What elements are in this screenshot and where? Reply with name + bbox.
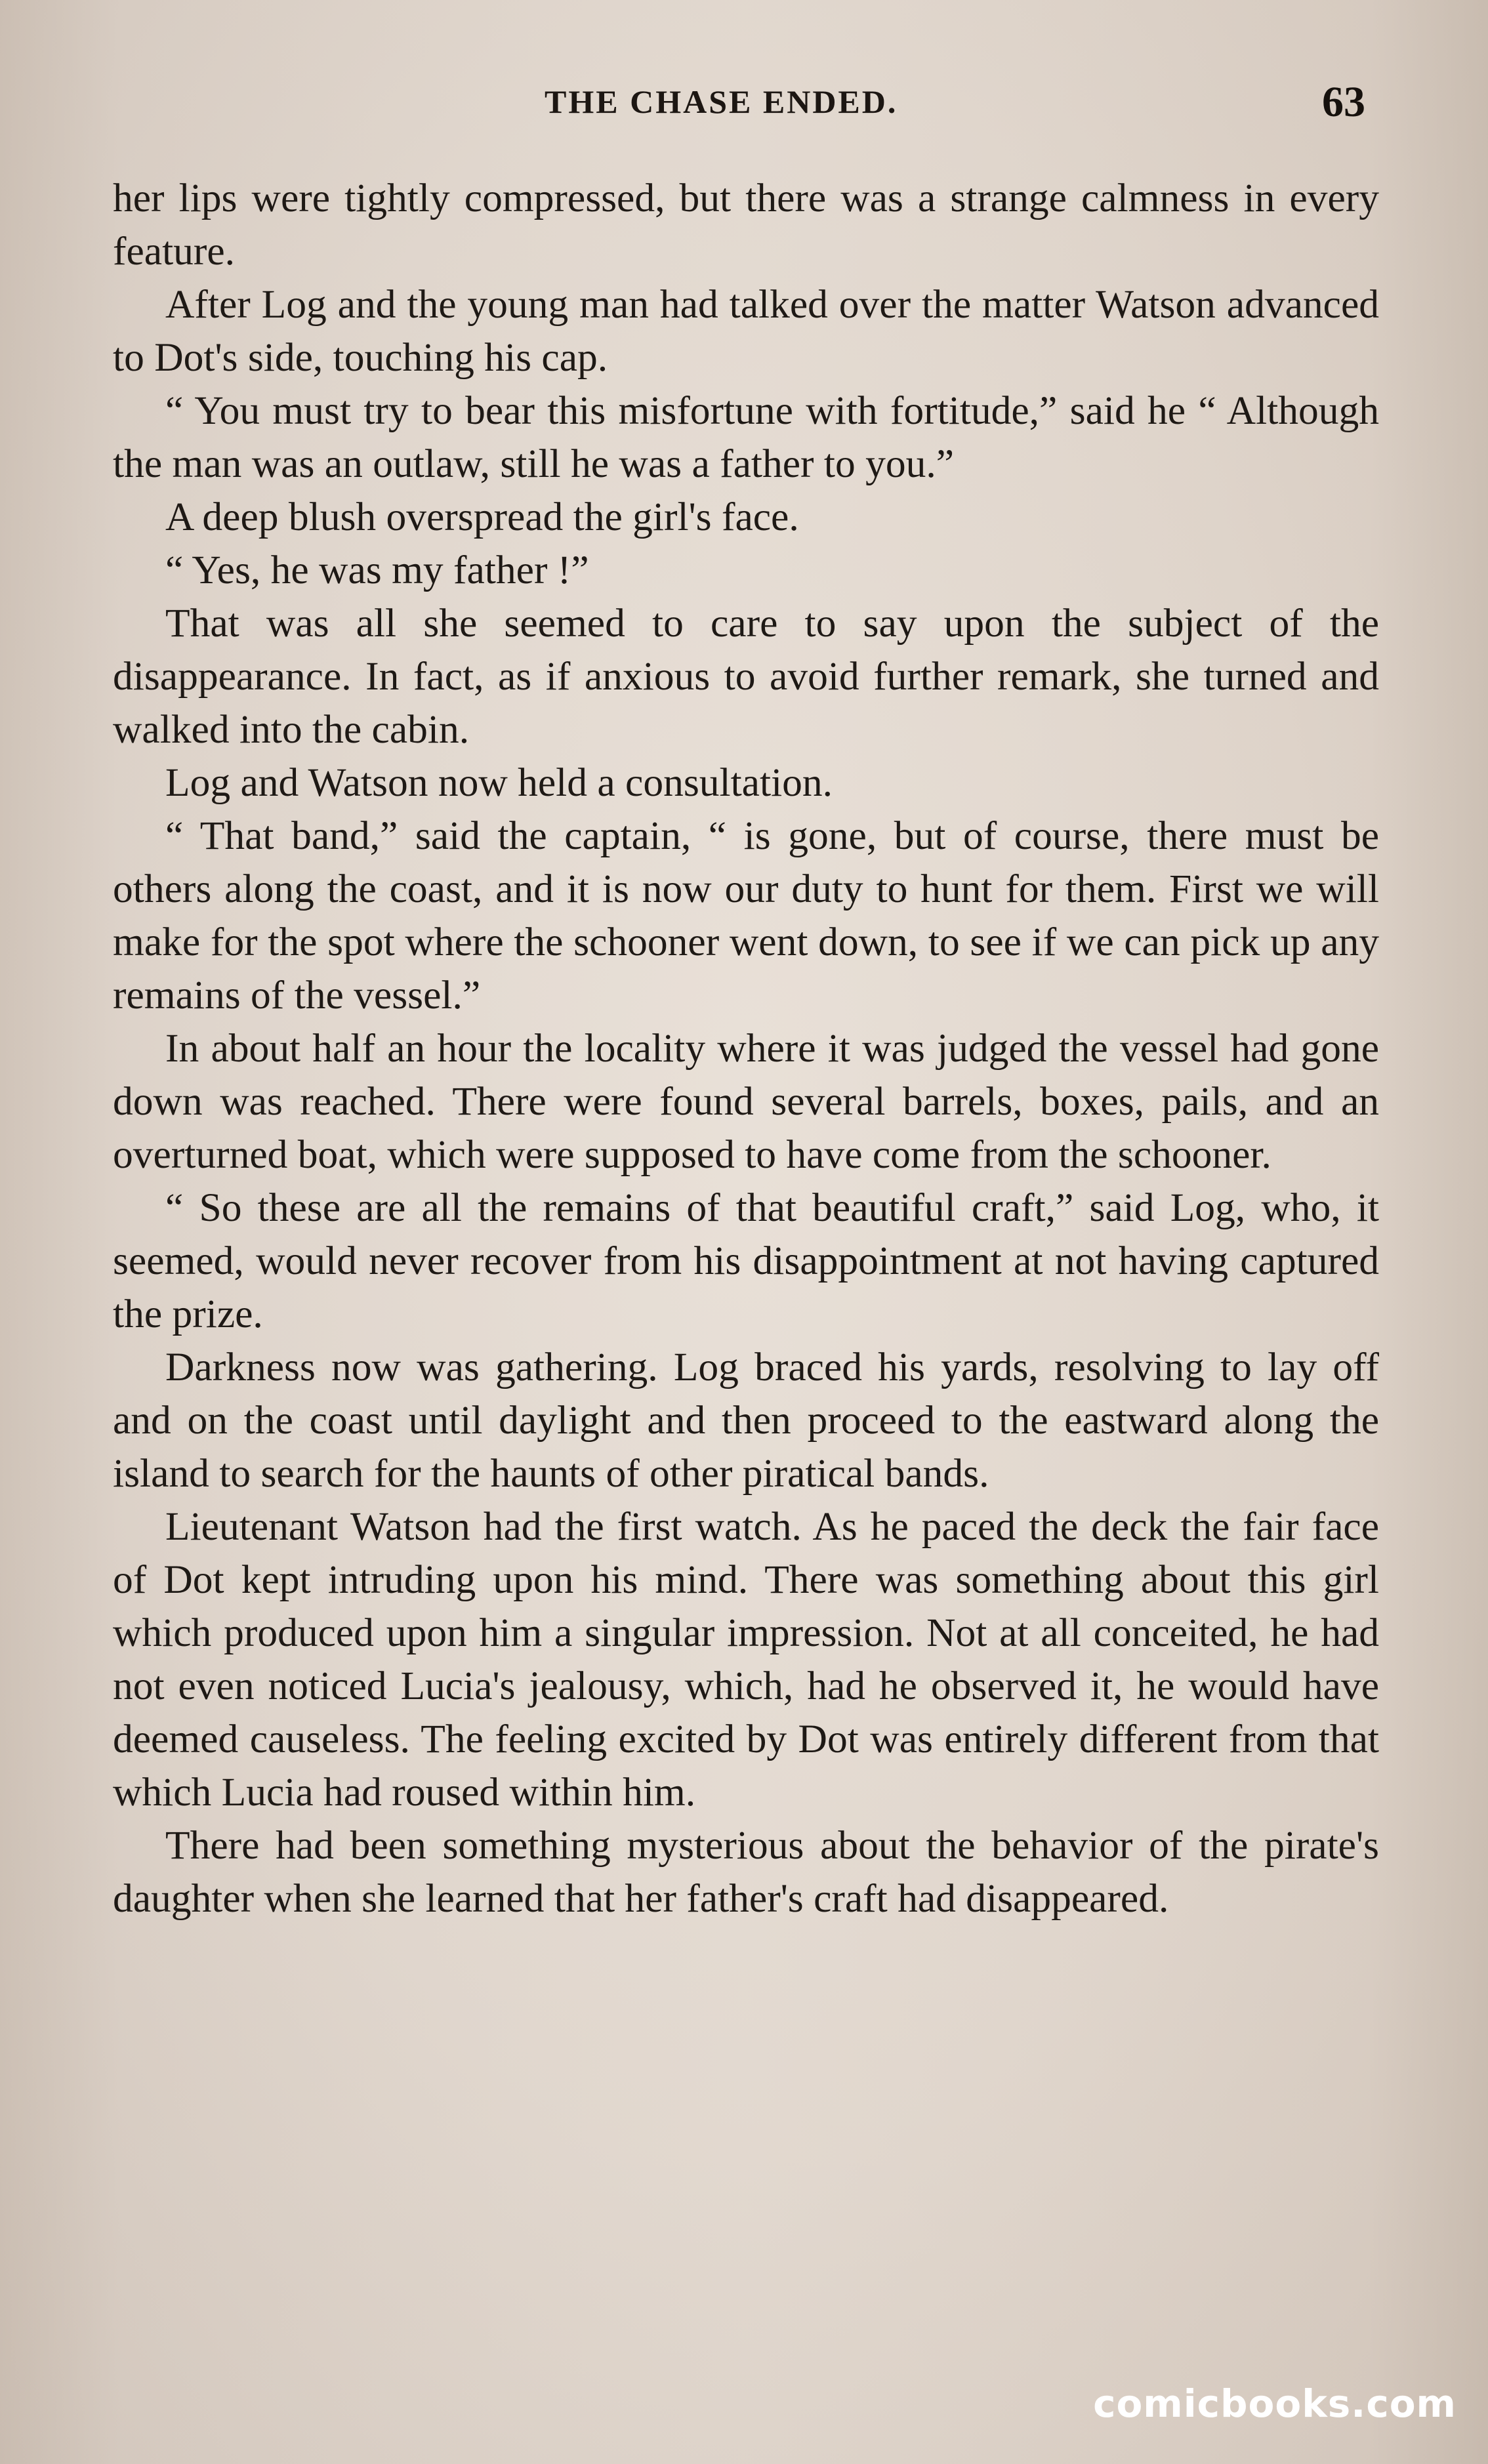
- paragraph: “ Yes, he was my father !”: [165, 548, 589, 592]
- watermark: comicbooks.com: [1093, 2381, 1457, 2426]
- paragraph: After Log and the young man had talked over the matter Watson advanced to Dot's side, touching his cap.: [113, 282, 1379, 380]
- paragraph: In about half an hour the locality where it was judged the vessel had gone down was reached. There were found several barrels, boxes, pails, and an overturned boat, which were supposed to have come from the schooner.: [113, 1026, 1379, 1177]
- paragraph: That was all she seemed to care to say upon the subject of the disappearance. In fact, as if anxious to avoid further remark, she turned and walked into the cabin.: [113, 601, 1379, 752]
- running-title: THE CHASE ENDED.: [545, 83, 898, 120]
- paragraph: her lips were tightly compressed, but there was a strange calmness in every feature.: [113, 176, 1379, 274]
- paragraph: A deep blush overspread the girl's face.: [165, 495, 799, 539]
- paragraph: Log and Watson now held a consultation.: [165, 760, 833, 805]
- running-head: [0, 77, 1488, 130]
- paragraph: Darkness now was gathering. Log braced his yards, resolving to lay off and on the coast until daylight and then proceed to the eastward along the island to search for the haunts of other piratical bands.: [113, 1345, 1379, 1496]
- page-number: 63: [1322, 78, 1365, 126]
- body-text: [113, 172, 1379, 1925]
- paragraph: Lieutenant Watson had the first watch. As he paced the deck the fair face of Dot kept intruding upon his mind. There was something about this girl which produced upon him a singular impression. Not at all conceited, he had not even noticed Lucia's jealousy, which, had he observed it, he would have deemed causeless. The feeling excited by Dot was entirely different from that which Lucia had roused within him.: [113, 1504, 1379, 1815]
- paragraph: “ So these are all the remains of that beautiful craft,” said Log, who, it seemed, would never recover from his disappointment at not having captured the prize.: [113, 1185, 1379, 1336]
- paragraph: “ That band,” said the captain, “ is gone, but of course, there must be others along the coast, and it is now our duty to hunt for them. First we will make for the spot where the schooner went down, to see if we can pick up any remains of the vessel.”: [113, 813, 1379, 1017]
- paragraph: There had been something mysterious about the behavior of the pirate's daughter when she learned that her father's craft had disappeared.: [113, 1823, 1379, 1921]
- paragraph: “ You must try to bear this misfortune with fortitude,” said he “ Although the man was an outlaw, still he was a father to you.”: [113, 388, 1379, 486]
